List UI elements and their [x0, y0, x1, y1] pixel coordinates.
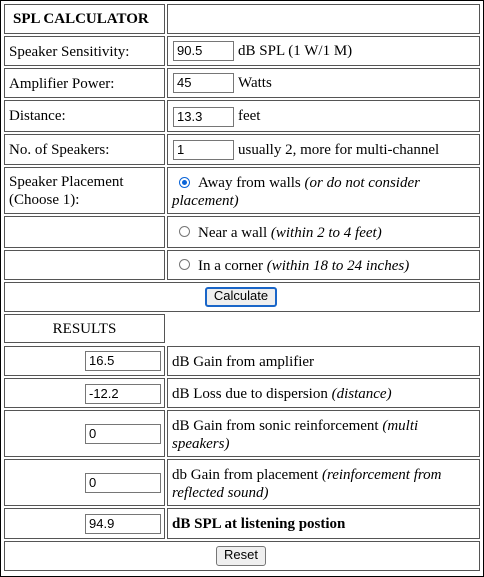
placement-gain-note-cont: reflected sound): [172, 485, 269, 501]
distance-label-cell: [4, 100, 165, 132]
speakers-input[interactable]: 1: [173, 140, 234, 160]
placement-option-wall-cell[interactable]: [167, 216, 480, 248]
result-desc-cell: [167, 378, 480, 408]
speakers-input-cell: [167, 134, 480, 165]
speakers-label-cell: [4, 134, 165, 165]
placement-option-away-cell[interactable]: [167, 167, 480, 214]
sonic-gain-note-cont: speakers): [172, 436, 230, 452]
result-desc-cell: [167, 459, 480, 506]
title-spacer-cell: [167, 4, 480, 34]
total-spl-output[interactable]: 94.9: [85, 514, 161, 534]
dispersion-loss-note: (distance): [331, 386, 392, 402]
page-title: SPL CALCULATOR: [13, 11, 149, 27]
result-desc-cell: [167, 410, 480, 457]
power-label-cell: [4, 68, 165, 98]
results-heading-cell: [4, 314, 165, 343]
sonic-gain-line1: [172, 417, 475, 435]
result-value-cell: [4, 459, 165, 506]
amp-gain-output[interactable]: 16.5: [85, 351, 161, 371]
speakers-unit: usually 2, more for multi-channel: [238, 142, 440, 158]
power-input-cell: [167, 68, 480, 98]
result-value-cell: [4, 508, 165, 539]
away-option-note-cont: placement): [172, 193, 239, 209]
reset-button[interactable]: Reset: [216, 546, 266, 566]
away-option-label: Away from walls: [198, 175, 301, 191]
distance-label: Distance:: [9, 108, 66, 124]
dispersion-loss-desc: dB Loss due to dispersion: [172, 386, 328, 402]
away-option-note: (or do not consider: [304, 175, 420, 191]
placement-gain-note: (reinforcement from: [321, 467, 442, 483]
placement-label: Speaker Placement: [9, 174, 124, 190]
radio-in-corner[interactable]: [179, 259, 190, 270]
wall-option-note: (within 2 to 4 feet): [270, 225, 382, 241]
title-cell: [4, 4, 165, 34]
away-option-line2: [172, 192, 475, 210]
placement-spacer-2: [4, 250, 165, 280]
placement-gain-desc: db Gain from placement: [172, 467, 319, 483]
result-desc-cell: [167, 508, 480, 539]
placement-option-corner-cell[interactable]: [167, 250, 480, 280]
amp-gain-desc: dB Gain from amplifier: [172, 354, 315, 370]
radio-near-wall[interactable]: [179, 226, 190, 237]
sensitivity-label-cell: [4, 36, 165, 66]
dispersion-loss-output[interactable]: -12.2: [85, 384, 161, 404]
results-heading: RESULTS: [52, 321, 117, 337]
placement-gain-line1: [172, 466, 475, 484]
placement-gain-output[interactable]: 0: [85, 473, 161, 493]
reset-row: [4, 541, 480, 571]
power-label: Amplifier Power:: [9, 76, 115, 92]
sonic-gain-desc: dB Gain from sonic reinforcement: [172, 418, 379, 434]
distance-unit: feet: [238, 108, 261, 124]
speakers-label: No. of Speakers:: [9, 142, 110, 158]
corner-option-note: (within 18 to 24 inches): [266, 258, 410, 274]
power-unit: Watts: [238, 75, 272, 91]
wall-option-label: Near a wall: [198, 225, 268, 241]
sensitivity-unit: dB SPL (1 W/1 M): [238, 43, 353, 59]
sensitivity-input[interactable]: 90.5: [173, 41, 234, 61]
calculate-button[interactable]: Calculate: [205, 287, 277, 307]
sensitivity-input-cell: [167, 36, 480, 66]
placement-label-hint: (Choose 1):: [9, 192, 80, 208]
corner-option-label: In a corner: [198, 258, 263, 274]
total-spl-desc: dB SPL at listening postion: [172, 516, 346, 532]
away-option-line1: [172, 174, 475, 192]
sonic-gain-note: (multi: [382, 418, 419, 434]
sensitivity-label: Speaker Sensitivity:: [9, 44, 130, 60]
calculate-row: [4, 282, 480, 312]
placement-label-cell: [4, 167, 165, 214]
result-value-cell: [4, 346, 165, 376]
wall-option-line: [172, 224, 475, 242]
radio-away-from-walls[interactable]: [179, 177, 190, 188]
placement-spacer-1: [4, 216, 165, 248]
corner-option-line: [172, 257, 475, 275]
result-value-cell: [4, 378, 165, 408]
distance-input[interactable]: 13.3: [173, 107, 234, 127]
result-desc-cell: [167, 346, 480, 376]
result-value-cell: [4, 410, 165, 457]
sonic-gain-output[interactable]: 0: [85, 424, 161, 444]
power-input[interactable]: 45: [173, 73, 234, 93]
distance-input-cell: [167, 100, 480, 132]
